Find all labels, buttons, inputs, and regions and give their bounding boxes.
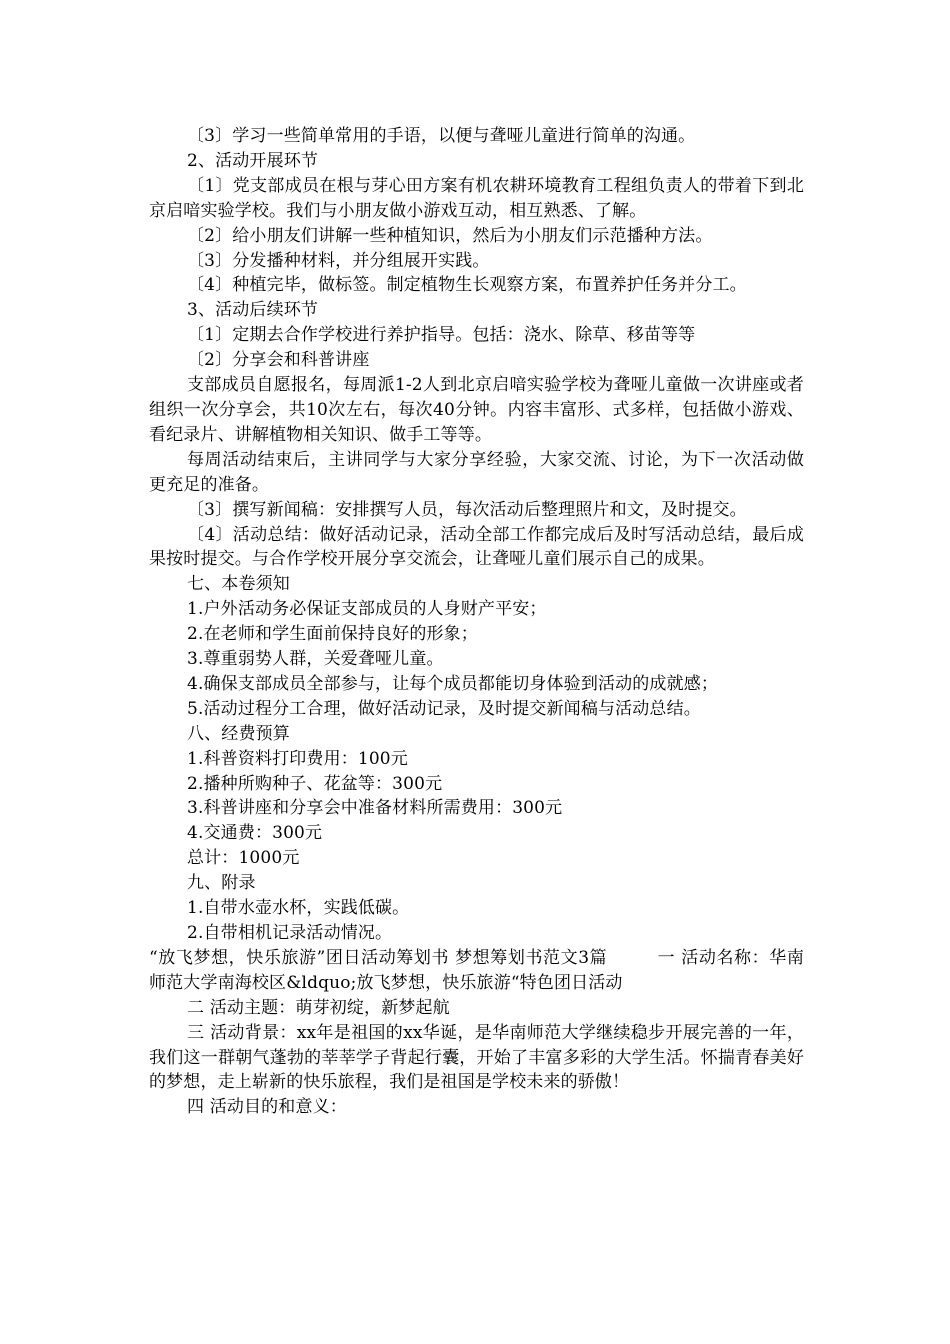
paragraph: 支部成员自愿报名，每周派1-2人到北京启喑实验学校为聋哑儿童做一次讲座或者组织一次分享会，共10次左右，每次40分钟。内容丰富形、式多样，包括做小游戏、看纪录片、讲解植物相关知识、做手工等等。 <box>149 375 804 445</box>
paragraph: 2.在老师和学生面前保持良好的形象； <box>187 624 478 645</box>
paragraph-group <box>149 996 804 1121</box>
paragraph: 四 活动目的和意义： <box>187 1097 347 1118</box>
paragraph: 九、附录 <box>187 873 256 894</box>
paragraph: 3、活动后续环节 <box>187 300 319 321</box>
paragraph: 〔3〕分发播种材料，并分组展开实践。 <box>187 250 490 271</box>
paragraph: 七、本卷须知 <box>187 574 290 595</box>
paragraph: 3.尊重弱势人群，关爱聋哑儿童。 <box>187 649 444 670</box>
paragraph: 2.播种所购种子、花盆等：300元 <box>187 773 443 794</box>
document-body <box>149 124 804 1120</box>
paragraph: 〔1〕党支部成员在根与芽心田方案有机农耕环境教育工程组负责人的带着下到北京启喑实验学校。我们与小朋友做小游戏互动，相互熟悉、了解。 <box>149 175 804 221</box>
paragraph: 3.科普讲座和分享会中准备材料所需费用：300元 <box>187 798 563 819</box>
paragraph: 每周活动结束后，主讲同学与大家分享经验，大家交流、讨论，为下一次活动做更充足的准备。 <box>149 449 804 495</box>
paragraph: 三 活动背景：xx年是祖国的xx华诞，是华南师范大学继续稳步开展完善的一年，我们这一群朝气蓬勃的莘莘学子背起行囊，开始了丰富多彩的大学生活。怀揣青春美好的梦想，走上崭新的快乐旅程，我们是祖国是学校未来的骄傲！ <box>149 1022 804 1093</box>
paragraph: 1.科普资料打印费用：100元 <box>187 748 408 769</box>
paragraph: 〔4〕种植完毕，做标签。制定植物生长观察方案，布置养护任务并分工。 <box>187 275 747 296</box>
paragraph: 1.户外活动务必保证支部成员的人身财产平安； <box>187 599 547 620</box>
paragraph: 〔3〕撰写新闻稿：安排撰写人员，每次活动后整理照片和文，及时提交。 <box>187 499 747 520</box>
paragraph: 2.自带相机记录活动情况。 <box>187 923 393 943</box>
paragraph: 〔1〕定期去合作学校进行养护指导。包括：浇水、除草、移苗等等 <box>187 325 696 346</box>
paragraph: 〔2〕给小朋友们讲解一些种植知识，然后为小朋友们示范播种方法。 <box>187 225 713 246</box>
paragraph: 4.确保支部成员全部参与，让每个成员都能切身体验到活动的成就感； <box>187 673 719 694</box>
article-heading-line <box>149 946 804 996</box>
paragraph: 总计：1000元 <box>187 848 300 869</box>
paragraph: 〔2〕分享会和科普讲座 <box>187 350 370 371</box>
article-heading: “放飞梦想，快乐旅游”团日活动筹划书 梦想筹划书范文3篇 <box>149 947 608 968</box>
paragraph-group <box>149 124 804 946</box>
activity-name-item: 一 活动名称：华南师范大学南海校区&ldquo;放飞梦想，快乐旅游“特色团日活动 <box>149 947 804 993</box>
paragraph: 二 活动主题：萌芽初绽，新梦起航 <box>187 997 450 1018</box>
paragraph: 〔4〕活动总结：做好活动记录，活动全部工作都完成后及时写活动总结，最后成果按时提交。与合作学校开展分享交流会，让聋哑儿童们展示自己的成果。 <box>149 524 804 570</box>
paragraph: 〔3〕学习一些简单常用的手语，以便与聋哑儿童进行简单的沟通。 <box>187 126 696 146</box>
paragraph: 八、经费预算 <box>187 723 290 744</box>
paragraph: 1.自带水壶水杯，实践低碳。 <box>187 898 410 919</box>
paragraph: 4.交通费：300元 <box>187 823 323 844</box>
paragraph: 5.活动过程分工合理，做好活动记录，及时提交新闻稿与活动总结。 <box>187 698 701 719</box>
paragraph: 2、活动开展环节 <box>187 150 319 171</box>
